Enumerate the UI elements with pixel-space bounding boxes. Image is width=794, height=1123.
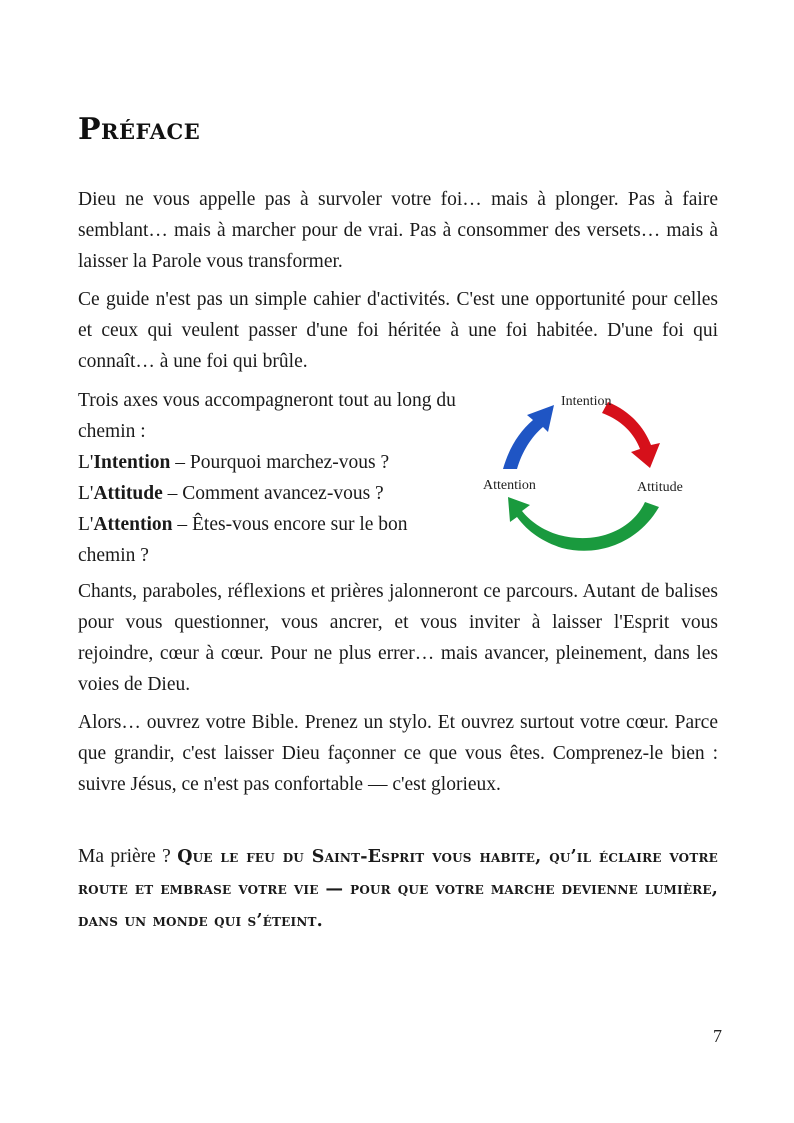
- axis-item-attitude: [78, 478, 458, 509]
- axis-question: – Pourquoi marchez-vous ?: [170, 452, 390, 473]
- axis-term: Attitude: [93, 483, 163, 504]
- prayer-lead: Ma prière ?: [78, 846, 178, 867]
- prayer-text: Que le feu du Saint-Esprit vous habite, qu’il éclaire votre route et embrase votre vie — pour que votre marche devienne lumière, dans un monde qui s’éteint.: [78, 847, 718, 931]
- paragraph-journey: Chants, paraboles, réflexions et prières jalonneront ce parcours. Autant de balises pour vous questionner, vous ancrer, et vous inviter à laisser l'Esprit vous rejoindre, cœur à cœur. Pour ne plus errer… mais avancer, pleinement, dans les voies de Dieu.: [78, 581, 718, 695]
- axes-intro: Trois axes vous accompagneront tout au long du chemin :: [78, 390, 456, 442]
- green-cycle-arrow: [508, 497, 659, 551]
- paragraph-intro: Dieu ne vous appelle pas à survoler votre foi… mais à plonger. Pas à faire semblant… mais à marcher pour de vrai. Pas à consommer des versets… mais à laisser la Parole vous transformer.: [78, 189, 718, 272]
- axis-item-intention: [78, 447, 458, 478]
- cycle-label-intention: Intention: [561, 394, 612, 409]
- axis-question: – Comment avancez-vous ?: [162, 483, 384, 504]
- page-title: Préface: [78, 112, 201, 147]
- axes-list: [78, 385, 458, 571]
- blue-cycle-arrow: [503, 405, 554, 469]
- cycle-label-attention: Attention: [483, 478, 536, 493]
- axis-term: Attention: [93, 514, 173, 535]
- paragraph-open-bible: Alors… ouvrez votre Bible. Prenez un stylo. Et ouvrez surtout votre cœur. Parce que grandir, c'est laisser Dieu façonner ce que vous êtes. Comprenez-le bien : suivre Jésus, ce n'est pas confortable — c'est glorieux.: [78, 712, 718, 795]
- axis-item-attention: [78, 509, 458, 571]
- page-number: 7: [713, 1026, 722, 1046]
- prayer-paragraph: [78, 841, 718, 937]
- paragraph-guide: Ce guide n'est pas un simple cahier d'activités. C'est une opportunité pour celles et ceux qui veulent passer d'une foi héritée à une foi habitée. D'une foi qui connaît… à une foi qui brûle.: [78, 289, 718, 372]
- axis-prefix: L': [78, 514, 94, 535]
- axis-question: – Êtes-vous encore sur le bon chemin ?: [78, 514, 408, 566]
- axis-term: Intention: [93, 452, 171, 473]
- axis-prefix: L': [78, 452, 94, 473]
- cycle-diagram: [472, 385, 712, 565]
- axis-prefix: L': [78, 483, 94, 504]
- red-cycle-arrow: [602, 402, 660, 468]
- cycle-label-attitude: Attitude: [637, 480, 683, 495]
